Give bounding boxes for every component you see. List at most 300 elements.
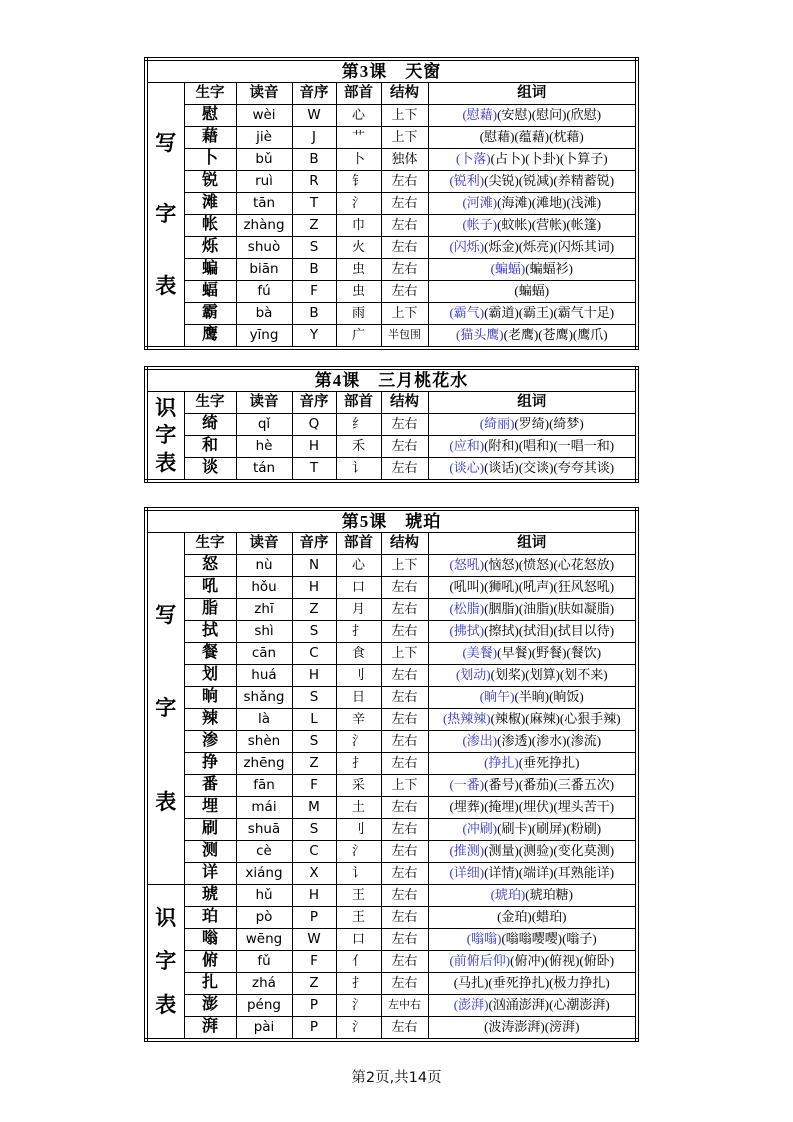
other-words: (慰藉)(蕴藉)(枕藉) [479,129,584,145]
new-character-cell: 渗 [184,731,236,753]
pinyin-cell: cān [236,643,292,665]
pinyin-cell: hǒu [236,577,292,599]
new-character-cell: 滩 [184,193,236,215]
pinyin-cell: hè [236,436,292,458]
pinyin-cell: bà [236,303,292,325]
alphabetic-initial-cell: H [292,577,336,599]
table-row [146,281,637,303]
new-character-cell: 蝠 [184,281,236,303]
table-row [146,885,637,907]
column-header: 读音 [236,392,292,414]
alphabetic-initial-cell: Z [292,753,336,775]
highlighted-word: (霸气) [449,305,485,321]
radical-cell: 日 [336,687,381,709]
new-character-cell: 帐 [184,215,236,237]
alphabetic-initial-cell: C [292,841,336,863]
alphabetic-initial-cell: N [292,555,336,577]
alphabetic-initial-cell: B [292,149,336,171]
alphabetic-initial-cell: P [292,1017,336,1041]
table-row [146,797,637,819]
table-row [146,643,637,665]
structure-cell: 上下 [381,105,428,127]
alphabetic-initial-cell: H [292,436,336,458]
table-row [146,907,637,929]
radical-cell: 口 [336,929,381,951]
word-groups-cell [428,775,637,797]
column-header: 生字 [184,533,236,555]
radical-cell: 巾 [336,215,381,237]
other-words: (老鹰)(苍鹰)(鹰爪) [503,327,608,343]
new-character-cell: 蝙 [184,259,236,281]
structure-cell: 左右 [381,665,428,687]
highlighted-word: (一番) [449,777,485,793]
alphabetic-initial-cell: S [292,731,336,753]
lesson-title: 第3课 天窗 [146,59,637,83]
pinyin-cell: zhá [236,973,292,995]
word-groups-cell [428,259,637,281]
pinyin-cell: shì [236,621,292,643]
highlighted-word: (锐利) [449,173,485,189]
radical-cell: 氵 [336,995,381,1017]
word-groups-cell [428,665,637,687]
word-groups-cell [428,193,637,215]
new-character-cell: 霸 [184,303,236,325]
pinyin-cell: yīng [236,325,292,349]
radical-cell: 辛 [336,709,381,731]
radical-cell: 虫 [336,281,381,303]
pinyin-cell: zhēng [236,753,292,775]
highlighted-word: (怒吼) [449,557,485,573]
structure-cell: 左右 [381,259,428,281]
word-groups-cell [428,951,637,973]
highlighted-word: (帐子) [462,217,498,233]
word-groups-cell [428,709,637,731]
other-words: (番号)(番茄)(三番五次) [484,777,615,793]
other-words: (波涛澎湃)(滂湃) [484,1019,580,1035]
alphabetic-initial-cell: P [292,907,336,929]
alphabetic-initial-cell: B [292,303,336,325]
new-character-cell: 绮 [184,414,236,436]
radical-cell: 艹 [336,127,381,149]
structure-cell: 左右 [381,281,428,303]
structure-cell: 左右 [381,819,428,841]
new-character-cell: 和 [184,436,236,458]
highlighted-word: (挣扎) [484,755,519,771]
word-groups-cell [428,127,637,149]
other-words: (划桨)(划算)(划不来) [490,667,608,683]
column-header: 组词 [428,533,637,555]
word-groups-cell [428,797,637,819]
new-character-cell: 测 [184,841,236,863]
other-words: (蝙蝠) [514,283,550,299]
alphabetic-initial-cell: Z [292,599,336,621]
highlighted-word: (琥珀) [490,887,526,903]
radical-cell: 王 [336,907,381,929]
structure-cell: 独体 [381,149,428,171]
table-row [146,149,637,171]
radical-cell: 禾 [336,436,381,458]
section-label-text: 识 字 表 [155,396,177,475]
structure-cell: 左右 [381,907,428,929]
lesson-table-1 [144,57,639,350]
new-character-cell: 琥 [184,885,236,907]
other-words: (琥珀糖) [525,887,573,903]
radical-cell: 亻 [336,951,381,973]
highlighted-word: (谈心) [449,460,485,476]
radical-cell: 采 [336,775,381,797]
other-words: (擦拭)(拭泪)(拭目以待) [484,623,615,639]
alphabetic-initial-cell: H [292,665,336,687]
radical-cell: 扌 [336,973,381,995]
pinyin-cell: mái [236,797,292,819]
alphabetic-initial-cell: C [292,643,336,665]
table-row [146,303,637,325]
radical-cell: 钅 [336,171,381,193]
section-label-shizibiao [146,885,184,1041]
structure-cell: 左右 [381,414,428,436]
other-words: (汹涌澎湃)(心潮澎湃) [488,997,610,1013]
structure-cell: 左右 [381,951,428,973]
table-row [146,414,637,436]
pinyin-cell: wèi [236,105,292,127]
highlighted-word: (澎湃) [453,997,489,1013]
new-character-cell: 刷 [184,819,236,841]
new-character-cell: 湃 [184,1017,236,1041]
table-row [146,753,637,775]
table-row [146,929,637,951]
lesson-table-2 [144,366,639,483]
column-header: 部首 [336,533,381,555]
column-header: 生字 [184,83,236,105]
word-groups-cell [428,907,637,929]
table-row [146,237,637,259]
other-words: (详情)(端详)(耳熟能详) [484,865,615,881]
new-character-cell: 挣 [184,753,236,775]
structure-cell: 左右 [381,841,428,863]
table-row [146,436,637,458]
other-words: (马扎)(垂死挣扎)(极力挣扎) [453,975,610,991]
alphabetic-initial-cell: F [292,951,336,973]
alphabetic-initial-cell: H [292,885,336,907]
pinyin-cell: pò [236,907,292,929]
new-character-cell: 吼 [184,577,236,599]
other-words: (海滩)(滩地)(浅滩) [497,195,602,211]
alphabetic-initial-cell: T [292,458,336,482]
pinyin-cell: qǐ [236,414,292,436]
structure-cell: 左右 [381,577,428,599]
structure-cell: 左右 [381,621,428,643]
highlighted-word: (嗡嗡) [466,931,502,947]
structure-cell: 上下 [381,775,428,797]
alphabetic-initial-cell: W [292,929,336,951]
other-words: (安慰)(慰问)(欣慰) [497,107,602,123]
column-header: 生字 [184,392,236,414]
pinyin-cell: wēng [236,929,292,951]
pinyin-cell: biān [236,259,292,281]
table-row [146,775,637,797]
structure-cell: 左右 [381,458,428,482]
pinyin-cell: là [236,709,292,731]
word-groups-cell [428,643,637,665]
other-words: (测量)(测验)(变化莫测) [484,843,615,859]
alphabetic-initial-cell: J [292,127,336,149]
other-words: (埋葬)(掩埋)(埋伏)(埋头苦干) [449,799,615,815]
column-header: 读音 [236,533,292,555]
new-character-cell: 辣 [184,709,236,731]
radical-cell: 氵 [336,1017,381,1041]
table-row [146,665,637,687]
table-row [146,599,637,621]
structure-cell: 左右 [381,599,428,621]
pinyin-cell: fú [236,281,292,303]
pinyin-cell: pài [236,1017,292,1041]
word-groups-cell [428,105,637,127]
table-row [146,995,637,1017]
pinyin-cell: shuò [236,237,292,259]
page-number: 第2页,共14页 [351,1070,442,1086]
other-words: (嗡嗡嘤嘤)(嗡子) [501,931,597,947]
structure-cell: 左右 [381,863,428,885]
new-character-cell: 怒 [184,555,236,577]
pinyin-cell: xiáng [236,863,292,885]
column-header: 组词 [428,392,637,414]
other-words: (谈话)(交谈)(夸夸其谈) [484,460,615,476]
structure-cell: 左右 [381,1017,428,1041]
radical-cell: 月 [336,599,381,621]
column-header: 音序 [292,392,336,414]
highlighted-word: (晌午) [479,689,515,705]
radical-cell: 王 [336,885,381,907]
pinyin-cell: huá [236,665,292,687]
pinyin-cell: ruì [236,171,292,193]
alphabetic-initial-cell: R [292,171,336,193]
column-header: 部首 [336,83,381,105]
radical-cell: 刂 [336,819,381,841]
new-character-cell: 脂 [184,599,236,621]
new-character-cell: 鹰 [184,325,236,349]
lesson-title: 第5课 琥珀 [146,509,637,533]
highlighted-word: (冲刷) [462,821,498,837]
section-label-xiezibiao [146,83,184,349]
table-row [146,105,637,127]
column-header: 结构 [381,533,428,555]
structure-cell: 左右 [381,436,428,458]
other-words: (蚊帐)(营帐)(帐篷) [497,217,602,233]
alphabetic-initial-cell: X [292,863,336,885]
table-row [146,621,637,643]
word-groups-cell [428,237,637,259]
new-character-cell: 嗡 [184,929,236,951]
structure-cell: 左右 [381,753,428,775]
word-groups-cell [428,885,637,907]
other-words: (恼怒)(愤怒)(心花怒放) [484,557,615,573]
alphabetic-initial-cell: M [292,797,336,819]
column-header: 结构 [381,392,428,414]
table-row [146,215,637,237]
pinyin-cell: shǎng [236,687,292,709]
table-row [146,127,637,149]
highlighted-word: (拂拭) [449,623,485,639]
column-header: 组词 [428,83,637,105]
highlighted-word: (绮丽) [479,416,515,432]
word-groups-cell [428,149,637,171]
pinyin-cell: bǔ [236,149,292,171]
table-row [146,171,637,193]
radical-cell: 雨 [336,303,381,325]
new-character-cell: 珀 [184,907,236,929]
word-groups-cell [428,577,637,599]
word-groups-cell [428,414,637,436]
alphabetic-initial-cell: W [292,105,336,127]
structure-cell: 上下 [381,303,428,325]
other-words: (罗绮)(绮梦) [514,416,584,432]
word-groups-cell [428,863,637,885]
word-groups-cell [428,325,637,349]
pinyin-cell: hǔ [236,885,292,907]
section-label-text: 识 字 表 [155,905,177,1017]
structure-cell: 左右 [381,237,428,259]
radical-cell: 刂 [336,665,381,687]
structure-cell: 左右 [381,929,428,951]
word-groups-cell [428,731,637,753]
other-words: (俯冲)(俯视)(俯卧) [510,953,615,969]
highlighted-word: (划动) [455,667,491,683]
table-row [146,325,637,349]
other-words: (烁金)(烁亮)(闪烁其词) [484,239,615,255]
column-header: 部首 [336,392,381,414]
structure-cell: 半包围 [381,325,428,349]
structure-cell: 左右 [381,885,428,907]
table-row [146,1017,637,1041]
radical-cell: 氵 [336,731,381,753]
alphabetic-initial-cell: B [292,259,336,281]
pinyin-cell: fǔ [236,951,292,973]
other-words: (早餐)(野餐)(餐饮) [497,645,602,661]
other-words: (刷卡)(刷屏)(粉刷) [497,821,602,837]
alphabetic-initial-cell: Z [292,215,336,237]
pinyin-cell: cè [236,841,292,863]
radical-cell: 氵 [336,841,381,863]
structure-cell: 左右 [381,171,428,193]
new-character-cell: 谈 [184,458,236,482]
word-groups-cell [428,303,637,325]
lesson-title: 第4课 三月桃花水 [146,368,637,392]
structure-cell: 左右 [381,973,428,995]
new-character-cell: 番 [184,775,236,797]
new-character-cell: 澎 [184,995,236,1017]
pinyin-cell: zhàng [236,215,292,237]
new-character-cell: 卜 [184,149,236,171]
new-character-cell: 餐 [184,643,236,665]
other-words: (蝙蝠衫) [525,261,573,277]
new-character-cell: 锐 [184,171,236,193]
alphabetic-initial-cell: Z [292,973,336,995]
radical-cell: 讠 [336,458,381,482]
lesson-table-3 [144,507,639,1042]
alphabetic-initial-cell: L [292,709,336,731]
structure-cell: 左右 [381,709,428,731]
table-row [146,951,637,973]
other-words: (附和)(唱和)(一唱一和) [484,438,615,454]
other-words: (占卜)(卜卦)(卜算子) [490,151,608,167]
word-groups-cell [428,995,637,1017]
radical-cell: 扌 [336,753,381,775]
alphabetic-initial-cell: S [292,687,336,709]
highlighted-word: (慰藉) [462,107,498,123]
column-header: 音序 [292,83,336,105]
table-row [146,731,637,753]
new-character-cell: 藉 [184,127,236,149]
highlighted-word: (蝙蝠) [490,261,526,277]
other-words: (吼叫)(狮吼)(吼声)(狂风怒吼) [449,579,615,595]
column-header: 读音 [236,83,292,105]
word-groups-cell [428,215,637,237]
word-groups-cell [428,458,637,482]
radical-cell: 口 [336,577,381,599]
structure-cell: 上下 [381,127,428,149]
new-character-cell: 俯 [184,951,236,973]
new-character-cell: 晌 [184,687,236,709]
other-words: (垂死挣扎) [518,755,580,771]
word-groups-cell [428,929,637,951]
structure-cell: 左右 [381,687,428,709]
pinyin-cell: shuā [236,819,292,841]
word-groups-cell [428,753,637,775]
highlighted-word: (应和) [449,438,485,454]
alphabetic-initial-cell: F [292,775,336,797]
table-row [146,458,637,482]
alphabetic-initial-cell: S [292,621,336,643]
word-groups-cell [428,171,637,193]
structure-cell: 上下 [381,643,428,665]
highlighted-word: (推测) [449,843,485,859]
pinyin-cell: tán [236,458,292,482]
highlighted-word: (河滩) [462,195,498,211]
structure-cell: 上下 [381,555,428,577]
new-character-cell: 烁 [184,237,236,259]
other-words: (尖锐)(锐减)(养精蓄锐) [484,173,615,189]
section-label-text: 写 字 表 [155,603,177,814]
table-row [146,555,637,577]
highlighted-word: (前俯后仰) [449,953,511,969]
radical-cell: 心 [336,555,381,577]
new-character-cell: 划 [184,665,236,687]
new-character-cell: 慰 [184,105,236,127]
other-words: (霸道)(霸王)(霸气十足) [484,305,615,321]
structure-cell: 左右 [381,193,428,215]
radical-cell: 纟 [336,414,381,436]
word-groups-cell [428,687,637,709]
structure-cell: 左右 [381,215,428,237]
word-groups-cell [428,973,637,995]
table-row [146,841,637,863]
radical-cell: 虫 [336,259,381,281]
table-row [146,259,637,281]
table-row [146,973,637,995]
word-groups-cell [428,1017,637,1041]
highlighted-word: (详细) [449,865,485,881]
alphabetic-initial-cell: P [292,995,336,1017]
structure-cell: 左右 [381,731,428,753]
other-words: (胭脂)(油脂)(肤如凝脂) [484,601,615,617]
alphabetic-initial-cell: Q [292,414,336,436]
radical-cell: 氵 [336,193,381,215]
section-label-xiezibiao [146,533,184,885]
column-header: 音序 [292,533,336,555]
alphabetic-initial-cell: S [292,819,336,841]
highlighted-word: (美餐) [462,645,498,661]
other-words: (金珀)(蜡珀) [497,909,567,925]
